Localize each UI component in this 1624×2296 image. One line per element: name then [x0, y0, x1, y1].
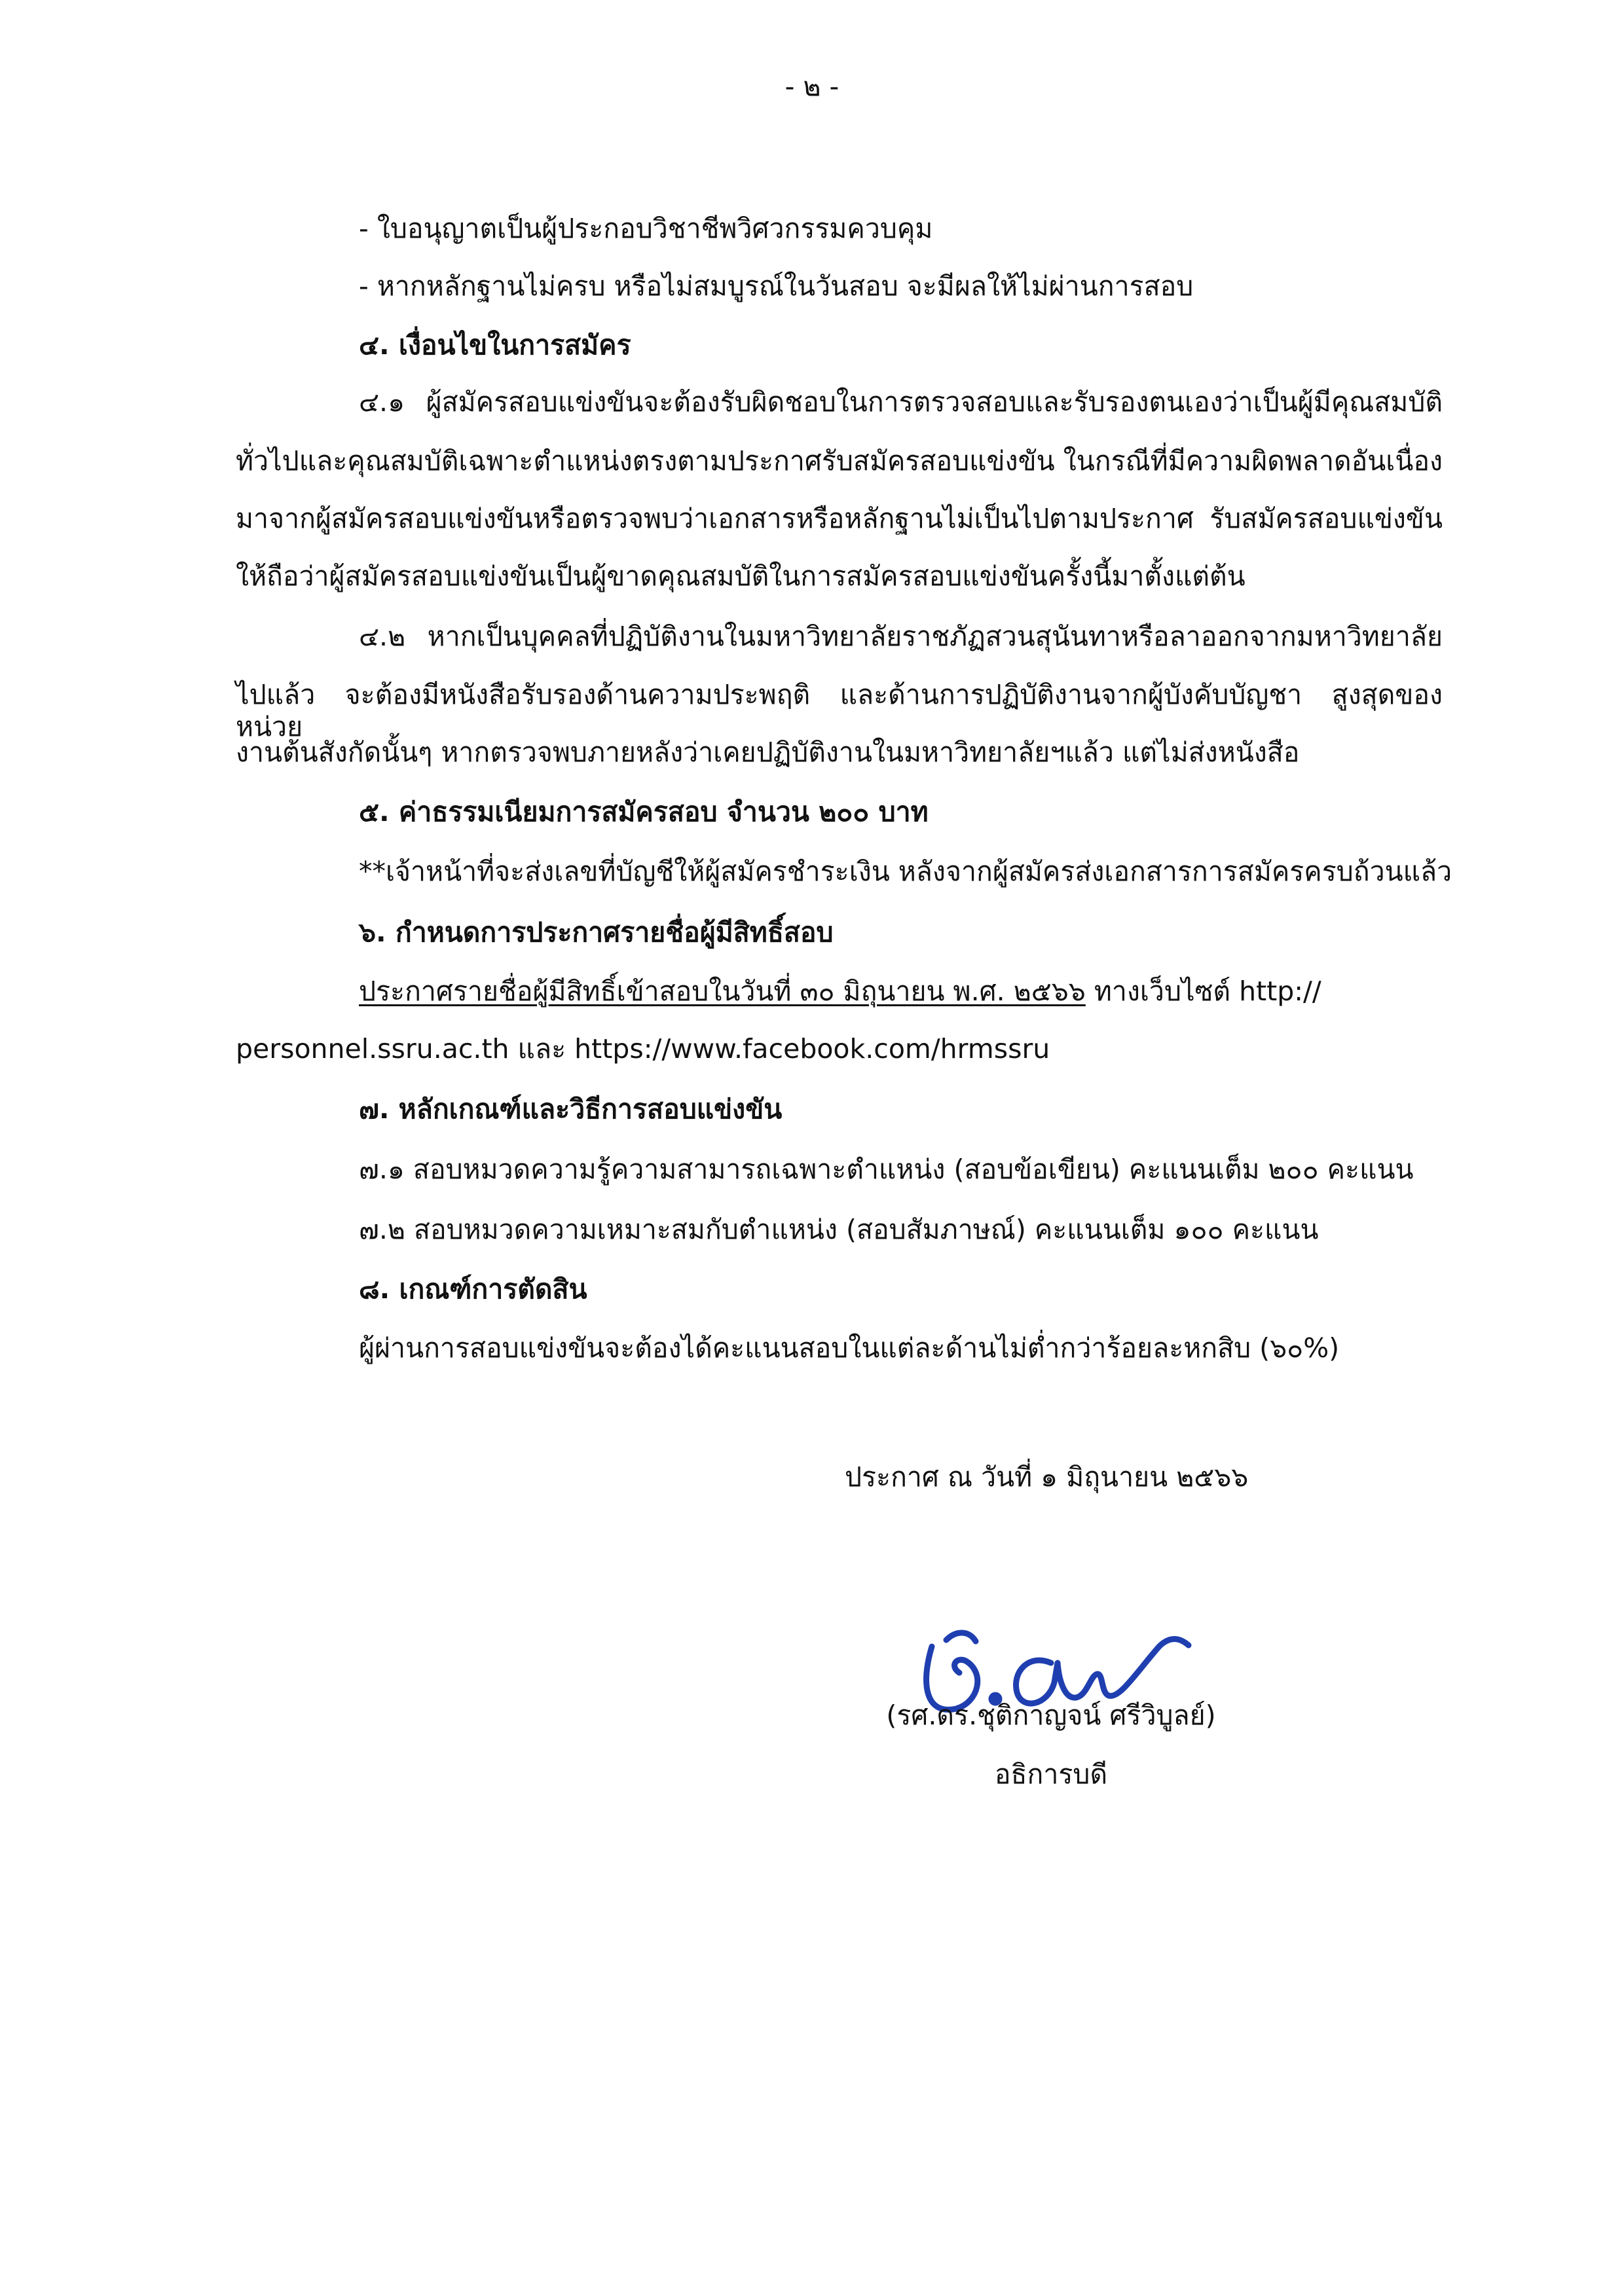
announcement-date-closing: ประกาศ ณ วันที่ ๑ มิถุนายน ๒๕๖๖	[845, 1461, 1249, 1493]
section-4-2-line: ไปแล้ว จะต้องมีหนังสือรับรองด้านความประพฤติ และด้านการปฏิบัติงานจากผู้บังคับบัญชา สูงสุดของหน่วย	[236, 679, 1443, 743]
announcement-website: ทางเว็บไซต์ http://	[1085, 975, 1321, 1007]
section-4-1-line: ทั่วไปและคุณสมบัติเฉพาะตำแหน่งตรงตามประกาศรับสมัครสอบแข่งขัน ในกรณีที่มีความผิดพลาดอันเนื่อง	[236, 445, 1443, 477]
section-4-1-line: มาจากผู้สมัครสอบแข่งขันหรือตรวจพบว่าเอกสารหรือหลักฐานไม่เป็นไปตามประกาศ รับสมัครสอบแข่งขัน	[236, 503, 1443, 534]
section-8-heading: ๘. เกณฑ์การตัดสิน	[359, 1273, 587, 1305]
announcement-urls: personnel.ssru.ac.th และ https://www.facebook.com/hrmssru	[236, 1033, 1050, 1065]
section-4-2-line: งานต้นสังกัดนั้นๆ หากตรวจพบภายหลังว่าเคยปฏิบัติงานในมหาวิทยาลัยฯแล้ว แต่ไม่ส่งหนังสือ	[236, 737, 1300, 768]
section-4-heading: ๔. เงื่อนไขในการสมัคร	[359, 329, 631, 361]
item-license: - ใบอนุญาตเป็นผู้ประกอบวิชาชีพวิศวกรรมควบคุม	[359, 213, 933, 244]
section-4-1-line: ให้ถือว่าผู้สมัครสอบแข่งขันเป็นผู้ขาดคุณสมบัติในการสมัครสอบแข่งขันครั้งนี้มาตั้งแต่ต้น	[236, 560, 1246, 592]
section-5-heading: ๕. ค่าธรรมเนียมการสมัครสอบ จำนวน ๒๐๐ บาท	[359, 796, 929, 828]
announcement-date: ประกาศรายชื่อผู้มีสิทธิ์เข้าสอบในวันที่ ๓๐ มิถุนายน พ.ศ. ๒๕๖๖	[359, 975, 1086, 1007]
item-incomplete-evidence: - หากหลักฐานไม่ครบ หรือไม่สมบูรณ์ในวันสอบ จะมีผลให้ไม่ผ่านการสอบ	[359, 270, 1194, 302]
section-7-1: ๗.๑ สอบหมวดความรู้ความสามารถเฉพาะตำแหน่ง (สอบข้อเขียน) คะแนนเต็ม ๒๐๐ คะแนน	[359, 1154, 1414, 1185]
section-7-2: ๗.๒ สอบหมวดความเหมาะสมกับตำแหน่ง (สอบสัมภาษณ์) คะแนนเต็ม ๑๐๐ คะแนน	[359, 1214, 1319, 1245]
section-4-1-line: ๔.๑ ผู้สมัครสอบแข่งขันจะต้องรับผิดชอบในการตรวจสอบและรับรองตนเองว่าเป็นผู้มีคุณสมบัติ	[359, 386, 1443, 418]
section-8-text: ผู้ผ่านการสอบแข่งขันจะต้องได้คะแนนสอบในแต่ละด้านไม่ต่ำกว่าร้อยละหกสิบ (๖๐%)	[359, 1332, 1340, 1364]
section-5-note: **เจ้าหน้าที่จะส่งเลขที่บัญชีให้ผู้สมัครชำระเงิน หลังจากผู้สมัครส่งเอกสารการสมัครครบถ้วนแล้ว	[359, 856, 1452, 887]
signatory-name: (รศ.ดร.ชุติกาญจน์ ศรีวิบูลย์)	[886, 1700, 1216, 1731]
announcement-line	[359, 975, 1443, 1008]
section-7-heading: ๗. หลักเกณฑ์และวิธีการสอบแข่งขัน	[359, 1093, 783, 1125]
section-4-2-line: ๔.๒ หากเป็นบุคคลที่ปฏิบัติงานในมหาวิทยาลัยราชภัฏสวนสุนันทาหรือลาออกจากมหาวิทยาลัย	[359, 621, 1443, 652]
section-6-heading: ๖. กำหนดการประกาศรายชื่อผู้มีสิทธิ์สอบ	[359, 917, 834, 948]
signatory-title: อธิการบดี	[994, 1758, 1108, 1790]
page-number: - ๒ -	[784, 71, 840, 102]
